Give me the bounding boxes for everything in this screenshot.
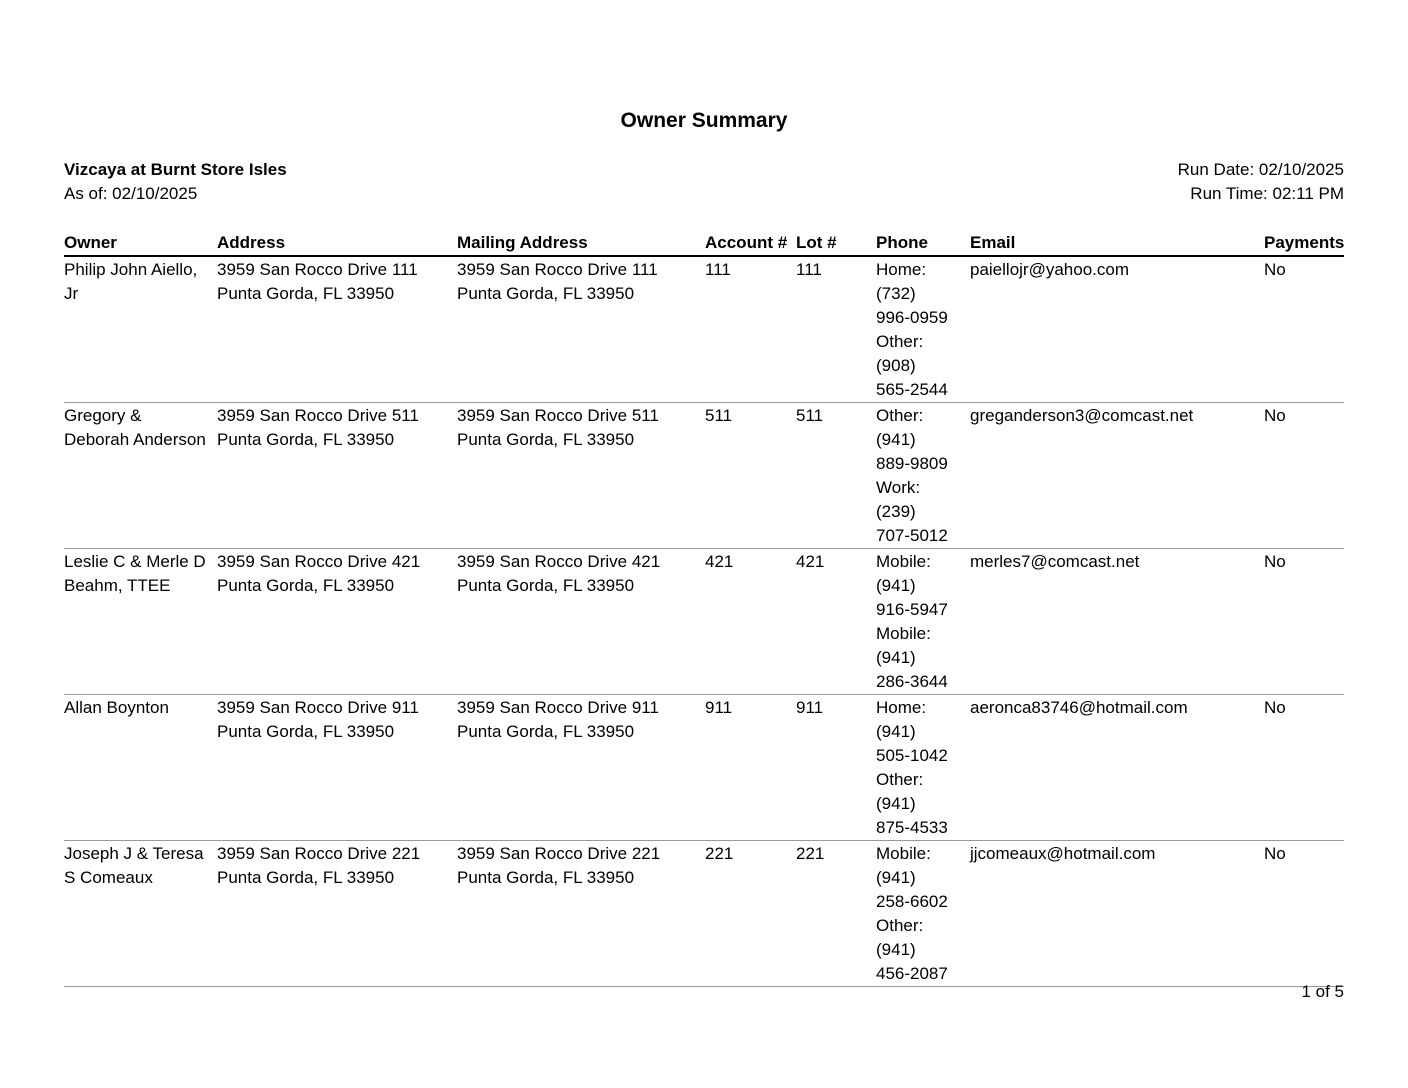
phone-numbers-line: (239)	[876, 502, 916, 521]
owner-table-body	[64, 256, 1344, 987]
owner-name	[64, 695, 217, 841]
phone-numbers-line: (732)	[876, 284, 916, 303]
owner-name	[64, 403, 217, 549]
property-address-line: Punta Gorda, FL 33950	[217, 722, 395, 741]
phone-numbers-line: 505-1042	[876, 746, 948, 765]
as-of-date: As of: 02/10/2025	[64, 184, 198, 203]
phone-numbers-line: 707-5012	[876, 526, 948, 545]
phone-numbers-line: (908)	[876, 356, 916, 375]
phone-numbers	[876, 695, 970, 841]
phone-numbers-line: Mobile:	[876, 552, 931, 571]
property-address-line: 3959 San Rocco Drive 111	[217, 260, 418, 279]
owner-name-line: Deborah Anderson	[64, 430, 206, 449]
payments-status: No	[1264, 695, 1344, 841]
owner-name	[64, 256, 217, 403]
payments-status: No	[1264, 549, 1344, 695]
property-address	[217, 841, 457, 987]
property-address-line: 3959 San Rocco Drive 511	[217, 406, 419, 425]
phone-numbers-line: Mobile:	[876, 844, 931, 863]
mailing-address	[457, 403, 705, 549]
table-row	[64, 403, 1344, 549]
property-address-line: 3959 San Rocco Drive 421	[217, 552, 421, 571]
property-address-line: Punta Gorda, FL 33950	[217, 576, 395, 595]
mailing-address	[457, 841, 705, 987]
payments-status: No	[1264, 256, 1344, 403]
phone-numbers-line: (941)	[876, 722, 916, 741]
owner-table	[64, 231, 1344, 987]
mailing-address-line: Punta Gorda, FL 33950	[457, 430, 635, 449]
phone-numbers	[876, 403, 970, 549]
mailing-address-line: 3959 San Rocco Drive 911	[457, 698, 659, 717]
col-header-account: Account #	[705, 231, 796, 256]
phone-numbers-line: Other:	[876, 332, 924, 351]
phone-numbers-line: Home:	[876, 260, 927, 279]
phone-numbers-line: Mobile:	[876, 624, 931, 643]
property-address	[217, 695, 457, 841]
phone-numbers-line: 565-2544	[876, 380, 948, 399]
lot-number: 111	[796, 256, 876, 403]
table-row	[64, 841, 1344, 987]
lot-number: 221	[796, 841, 876, 987]
phone-numbers-line: 875-4533	[876, 818, 948, 837]
phone-numbers-line: (941)	[876, 794, 916, 813]
phone-numbers-line: 258-6602	[876, 892, 948, 911]
property-address	[217, 403, 457, 549]
owner-name	[64, 841, 217, 987]
account-number: 111	[705, 256, 796, 403]
phone-numbers-line: (941)	[876, 648, 916, 667]
phone-numbers-line: 996-0959	[876, 308, 948, 327]
mailing-address-line: Punta Gorda, FL 33950	[457, 722, 635, 741]
owner-name-line: Philip John Aiello,	[64, 260, 198, 279]
account-number: 511	[705, 403, 796, 549]
account-number: 911	[705, 695, 796, 841]
table-header-row	[64, 231, 1344, 256]
email-address: merles7@comcast.net	[970, 549, 1264, 695]
mailing-address-line: 3959 San Rocco Drive 421	[457, 552, 661, 571]
phone-numbers-line: (941)	[876, 940, 916, 959]
email-address: paiellojr@yahoo.com	[970, 256, 1264, 403]
property-address-line: Punta Gorda, FL 33950	[217, 868, 395, 887]
phone-numbers-line: 916-5947	[876, 600, 948, 619]
property-address	[217, 256, 457, 403]
mailing-address	[457, 695, 705, 841]
account-number: 421	[705, 549, 796, 695]
lot-number: 911	[796, 695, 876, 841]
owner-name-line: Gregory &	[64, 406, 142, 425]
property-address-line: 3959 San Rocco Drive 221	[217, 844, 421, 863]
run-time: Run Time: 02:11 PM	[1190, 184, 1344, 203]
payments-status: No	[1264, 841, 1344, 987]
col-header-address: Address	[217, 231, 457, 256]
phone-numbers-line: Other:	[876, 916, 924, 935]
phone-numbers-line: (941)	[876, 576, 916, 595]
account-number: 221	[705, 841, 796, 987]
mailing-address-line: 3959 San Rocco Drive 111	[457, 260, 658, 279]
phone-numbers	[876, 549, 970, 695]
phone-numbers-line: Work:	[876, 478, 921, 497]
mailing-address-line: Punta Gorda, FL 33950	[457, 284, 635, 303]
phone-numbers-line: 889-9809	[876, 454, 948, 473]
col-header-email: Email	[970, 231, 1264, 256]
phone-numbers-line: Other:	[876, 406, 924, 425]
owner-name	[64, 549, 217, 695]
payments-status: No	[1264, 403, 1344, 549]
email-address: jjcomeaux@hotmail.com	[970, 841, 1264, 987]
table-row	[64, 695, 1344, 841]
owner-name-line: Allan Boynton	[64, 698, 169, 717]
run-date: Run Date: 02/10/2025	[1177, 160, 1344, 179]
mailing-address-line: 3959 San Rocco Drive 221	[457, 844, 661, 863]
mailing-address-line: Punta Gorda, FL 33950	[457, 576, 635, 595]
mailing-address	[457, 256, 705, 403]
mailing-address-line: Punta Gorda, FL 33950	[457, 868, 635, 887]
phone-numbers-line: 456-2087	[876, 964, 948, 983]
lot-number: 421	[796, 549, 876, 695]
phone-numbers-line: (941)	[876, 868, 916, 887]
col-header-mailing-address: Mailing Address	[457, 231, 705, 256]
col-header-owner: Owner	[64, 231, 217, 256]
col-header-phone: Phone	[876, 231, 970, 256]
mailing-address	[457, 549, 705, 695]
phone-numbers-line: (941)	[876, 430, 916, 449]
col-header-payments: Payments	[1264, 231, 1344, 256]
property-address-line: Punta Gorda, FL 33950	[217, 430, 395, 449]
phone-numbers	[876, 841, 970, 987]
report-header-left	[64, 158, 287, 206]
owner-name-line: Joseph J & Teresa	[64, 844, 204, 863]
report-header-right	[1178, 158, 1344, 206]
phone-numbers	[876, 256, 970, 403]
email-address: aeronca83746@hotmail.com	[970, 695, 1264, 841]
owner-name-line: Jr	[64, 284, 79, 303]
page-title: Owner Summary	[620, 109, 788, 132]
owner-name-line: Beahm, TTEE	[64, 576, 171, 595]
table-row	[64, 549, 1344, 695]
phone-numbers-line: Home:	[876, 698, 927, 717]
phone-numbers-line: 286-3644	[876, 672, 948, 691]
table-row	[64, 256, 1344, 403]
lot-number: 511	[796, 403, 876, 549]
col-header-lot: Lot #	[796, 231, 876, 256]
property-address-line: Punta Gorda, FL 33950	[217, 284, 395, 303]
page-number: 1 of 5	[1301, 982, 1344, 1001]
owner-name-line: Leslie C & Merle D	[64, 552, 206, 571]
mailing-address-line: 3959 San Rocco Drive 511	[457, 406, 659, 425]
owner-name-line: S Comeaux	[64, 868, 153, 887]
association-name: Vizcaya at Burnt Store Isles	[64, 160, 287, 179]
property-address-line: 3959 San Rocco Drive 911	[217, 698, 419, 717]
property-address	[217, 549, 457, 695]
phone-numbers-line: Other:	[876, 770, 924, 789]
email-address: greganderson3@comcast.net	[970, 403, 1264, 549]
